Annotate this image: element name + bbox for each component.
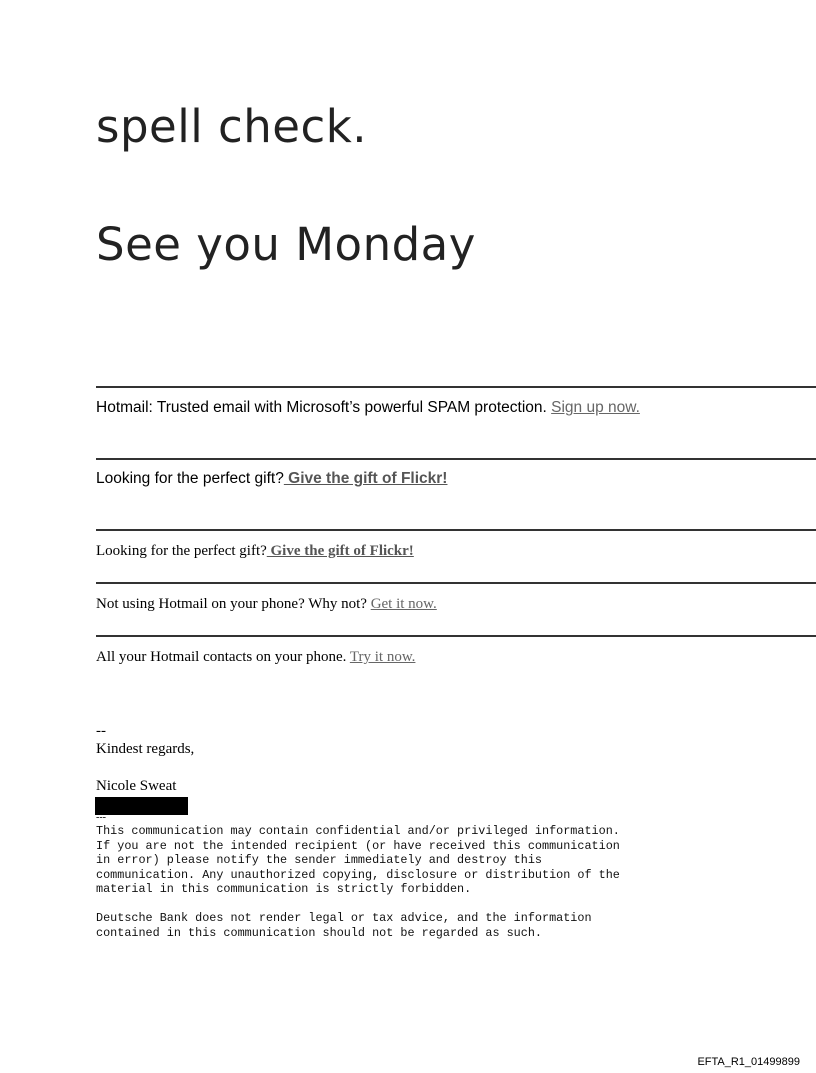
divider	[96, 458, 816, 460]
document-id: EFTA_R1_01499899	[697, 1056, 800, 1068]
ad-flickr-gift	[96, 470, 447, 488]
ad-hotmail-phone	[96, 596, 437, 613]
ad-hotmail-contacts	[96, 649, 415, 666]
try-it-now-link[interactable]: Try it now.	[349, 649, 416, 665]
ad-text: Not using Hotmail on your phone? Why not?	[96, 596, 371, 612]
signature-name: Nicole Sweat	[96, 778, 177, 794]
sign-up-link[interactable]: Sign up now.	[551, 399, 640, 416]
signature-separator: ---	[96, 812, 106, 823]
divider	[96, 529, 816, 531]
get-it-now-link[interactable]: Get it now.	[370, 596, 437, 612]
body-text-line-1: spell check.	[96, 100, 368, 153]
ad-flickr-gift-serif	[96, 543, 414, 560]
divider	[96, 635, 816, 637]
ad-hotmail-spam	[96, 399, 640, 417]
ad-text: Hotmail: Trusted email with Microsoft’s powerful SPAM protection.	[96, 399, 552, 416]
redaction-block	[95, 797, 188, 815]
disclaimer-confidentiality: This communication may contain confidential and/or privileged information. If you are not the intended recipient (or have received this communication in error) please notify the sender immediately and destroy this communication. Any unauthorized copying, disclosure or distribution of the material in this communication is strictly forbidden.	[96, 824, 620, 896]
flickr-gift-link[interactable]: Give the gift of Flickr!	[266, 543, 414, 559]
ad-text: Looking for the perfect gift?	[96, 543, 267, 559]
divider	[96, 386, 816, 388]
divider	[96, 582, 816, 584]
disclaimer-legal-advice: Deutsche Bank does not render legal or tax advice, and the information contained in this communication should not be regarded as such.	[96, 911, 592, 940]
ad-text: Looking for the perfect gift?	[96, 470, 284, 487]
signature-dashes: --	[96, 723, 106, 739]
flickr-gift-link[interactable]: Give the gift of Flickr!	[283, 470, 448, 487]
body-text-line-2: See you Monday	[96, 218, 476, 271]
signature-regards: Kindest regards,	[96, 741, 195, 757]
ad-text: All your Hotmail contacts on your phone.	[96, 649, 350, 665]
